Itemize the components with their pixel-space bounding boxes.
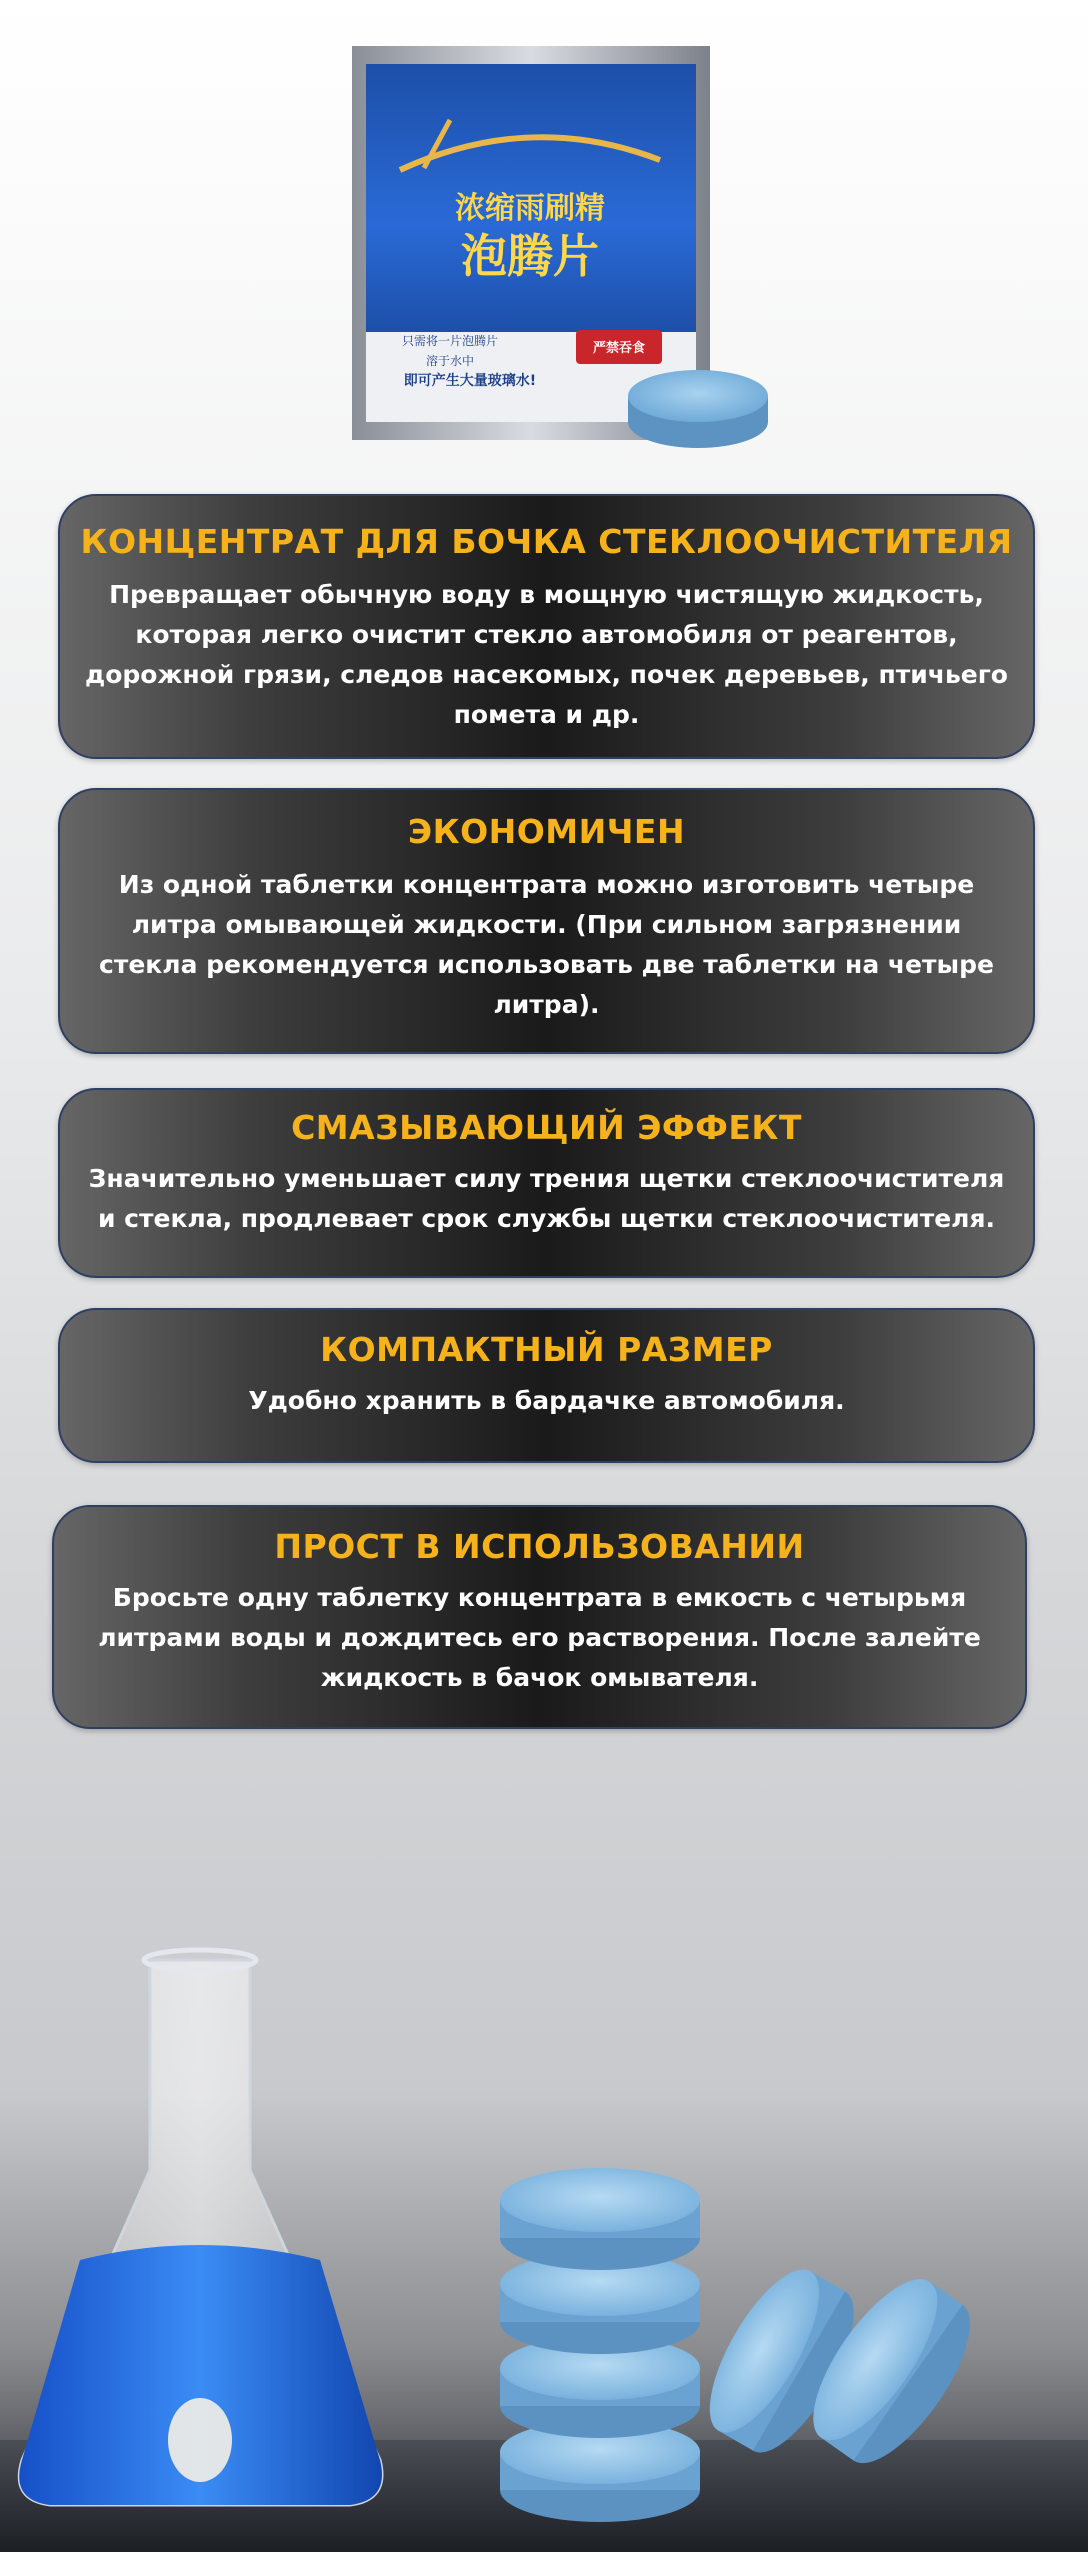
feature-panel-concentrate bbox=[58, 494, 1035, 759]
package-badge: 严禁吞食 bbox=[592, 341, 646, 356]
feature-panel-easy-use bbox=[52, 1505, 1027, 1729]
panel-text: Значительно уменьшает силу трения щетки стеклоочистителя и стекла, продлевает срок службы щетки стеклоочистителя. bbox=[88, 1164, 1005, 1233]
panel-text: Из одной таблетки концентрата можно изготовить четыре литра омывающей жидкости. (При сильном загрязнении стекла рекомендуется использовать две таблетки на четыре литра). bbox=[99, 870, 994, 1019]
panel-title: ЭКОНОМИЧЕН bbox=[407, 812, 686, 851]
tablet-icon bbox=[628, 370, 768, 448]
package-small-3: 即可产生大量玻璃水! bbox=[403, 373, 537, 389]
panel-text: Бросьте одну таблетку концентрата в емкость с четырьмя литрами воды и дождитесь его растворения. После залейте жидкость в бачок омывателя. bbox=[98, 1583, 981, 1692]
panel-title: КОНЦЕНТРАТ ДЛЯ БОЧКА СТЕКЛООЧИСТИТЕЛЯ bbox=[80, 522, 1013, 561]
panel-text: Превращает обычную воду в мощную чистящую жидкость, которая легко очистит стекло автомобиля от реагентов, дорожной грязи, следов насекомых, почек деревьев, птичьего помета и др. bbox=[85, 580, 1008, 729]
panel-title: СМАЗЫВАЮЩИЙ ЭФФЕКТ bbox=[291, 1108, 802, 1147]
package-label-2: 泡腾片 bbox=[461, 229, 599, 283]
feature-panel-compact bbox=[58, 1308, 1035, 1463]
feature-panel-economical bbox=[58, 788, 1035, 1054]
panel-title: ПРОСТ В ИСПОЛЬЗОВАНИИ bbox=[274, 1527, 805, 1566]
flask-and-tablets-image bbox=[0, 1900, 1088, 2552]
product-package-image bbox=[340, 40, 780, 460]
feature-panel-lubricating bbox=[58, 1088, 1035, 1278]
tablet-stack-icon bbox=[500, 2168, 700, 2522]
flask-icon bbox=[19, 1950, 382, 2505]
package-label-1: 浓缩雨刷精 bbox=[455, 191, 605, 226]
panel-title: КОМПАКТНЫЙ РАЗМЕР bbox=[320, 1330, 773, 1369]
panel-text: Удобно хранить в бардачке автомобиля. bbox=[248, 1386, 845, 1415]
package-small-1: 只需将一片泡腾片 bbox=[401, 334, 499, 348]
package-small-2: 溶于水中 bbox=[425, 354, 475, 368]
